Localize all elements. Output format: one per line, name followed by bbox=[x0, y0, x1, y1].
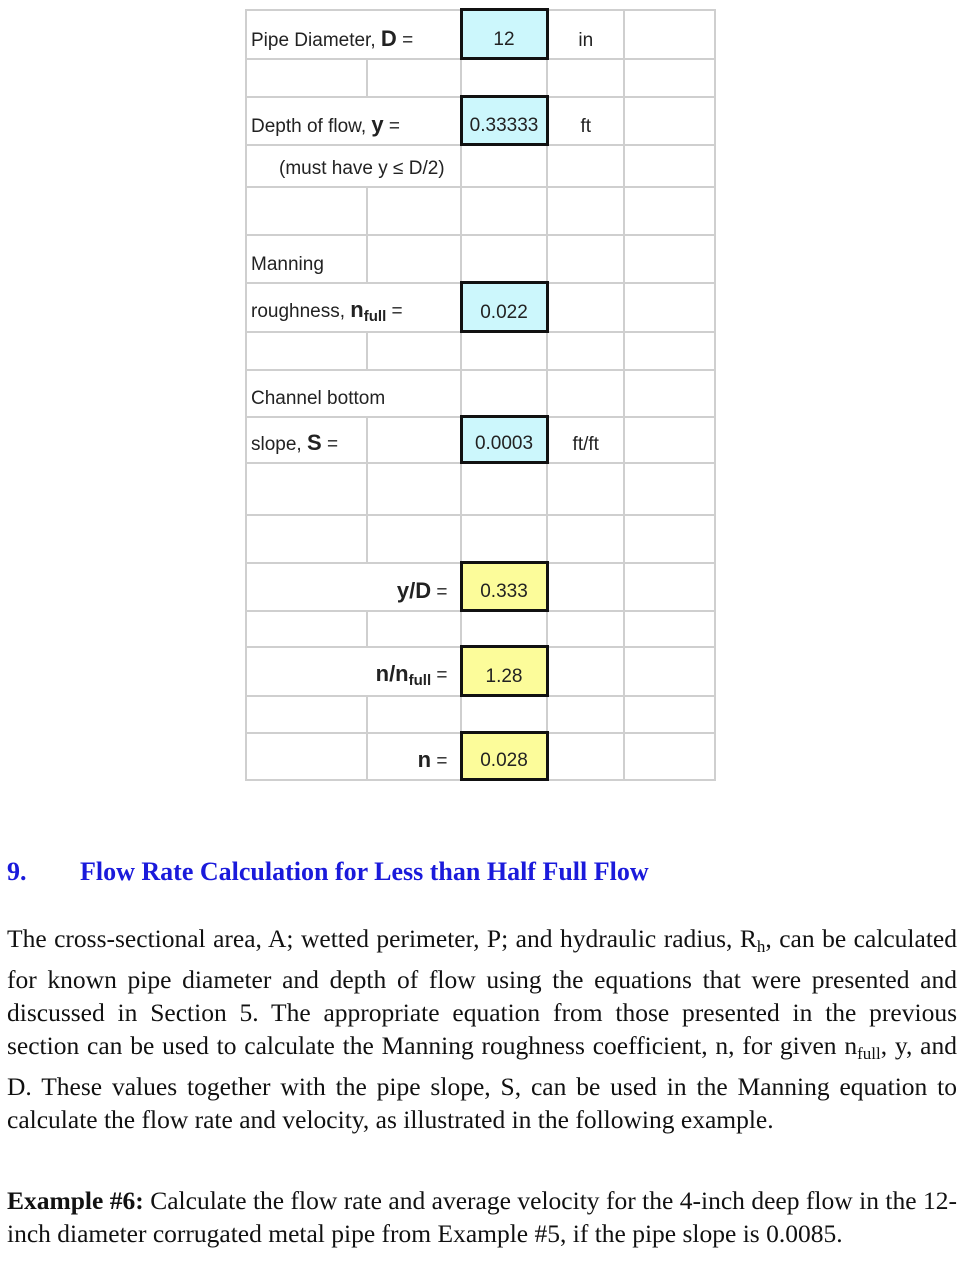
depth-input[interactable]: 0.33333 bbox=[461, 97, 547, 145]
example-paragraph: Example #6: Calculate the flow rate and average velocity for the 4-inch deep flow in the 12-inch diameter corrugated metal pipe from Example #5, if the pipe slope is 0.0085. bbox=[7, 1186, 957, 1248]
y-over-d-label: y/D = bbox=[246, 563, 461, 611]
depth-label: Depth of flow, y = bbox=[246, 97, 461, 145]
manning-label: Manning bbox=[246, 235, 367, 283]
paragraph-intro: The cross-sectional area, A; wetted perimeter, P; and hydraulic radius, $R_h$, can be calculated for known pipe diameter and depth of flow using the equations that were presented and discussed in Section 5. The appropriate equation from those presented in the previous section can be used to calculate the Manning roughness coefficient, n, for given $n_{full}$, y, and D. These values together with the pipe slope, S, can be used in the Manning equation to calculate the flow rate and velocity, as illustrated in the following example. bbox=[7, 924, 957, 1134]
y-over-d-value: 0.333 bbox=[461, 563, 547, 611]
example-label: Example #6: bbox=[7, 1186, 144, 1215]
n-value: 0.028 bbox=[461, 733, 547, 780]
depth-note: (must have y ≤ D/2) bbox=[246, 145, 461, 187]
n-ratio-value: 1.28 bbox=[461, 647, 547, 696]
pipe-diameter-label: Pipe Diameter, D = bbox=[246, 10, 461, 59]
pipe-diameter-input[interactable]: 12 bbox=[461, 10, 547, 59]
depth-unit: ft bbox=[547, 97, 624, 145]
roughness-label: roughness, $n_{full}$ = bbox=[246, 283, 461, 332]
n-label: n = bbox=[367, 733, 461, 780]
slope-input[interactable]: 0.0003 bbox=[461, 417, 547, 463]
slope-unit: ft/ft bbox=[547, 417, 624, 463]
channel-bottom-label: Channel bottom bbox=[246, 370, 461, 417]
slope-label: slope, S = bbox=[246, 417, 367, 463]
roughness-input[interactable]: 0.022 bbox=[461, 283, 547, 332]
section-heading: 9. Flow Rate Calculation for Less than Half Full Flow bbox=[7, 857, 649, 886]
pipe-diameter-unit: in bbox=[547, 10, 624, 59]
spreadsheet bbox=[245, 8, 716, 781]
n-ratio-label: $n/n_{full}$ = bbox=[246, 647, 461, 696]
